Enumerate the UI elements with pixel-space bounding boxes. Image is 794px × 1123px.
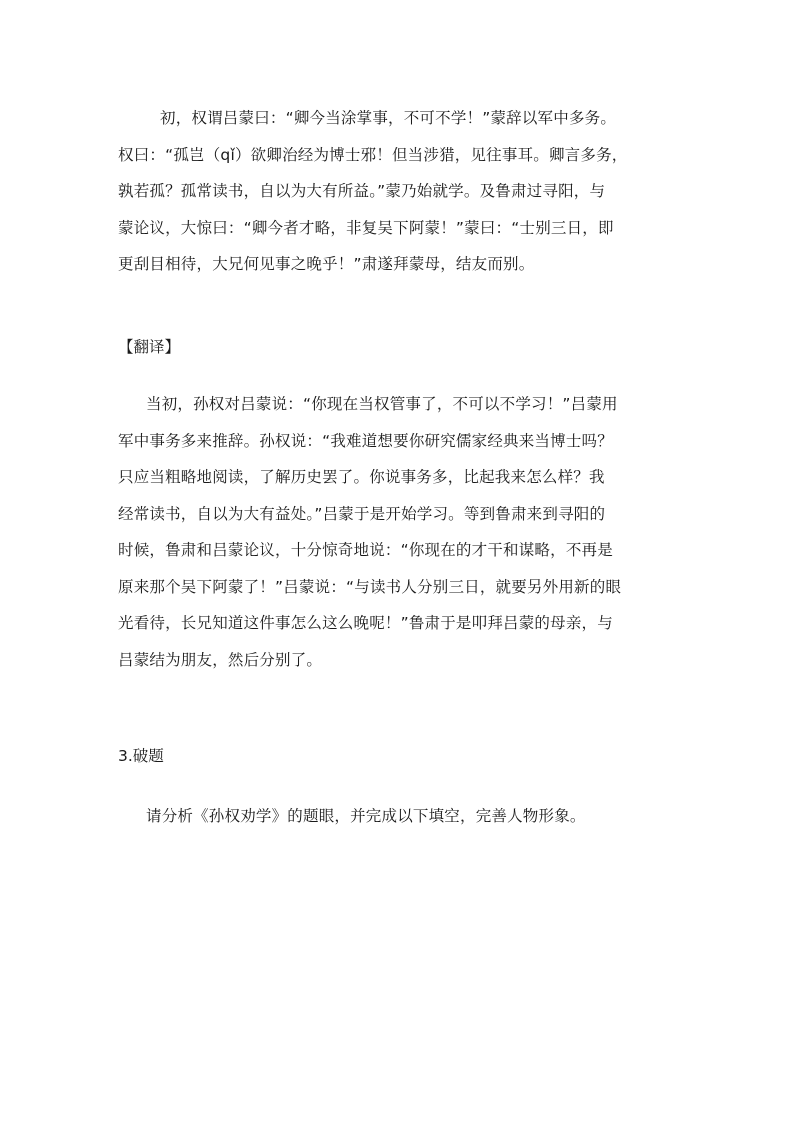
task-prompt: 请分析《孙权劝学》的题眼，并完成以下填空，完善人物形象。 (146, 807, 586, 825)
original-text-line: 权曰：“孤岂（qǐ）欲卿治经为博士邪！但当涉猎，见往事耳。卿言多务， (118, 145, 628, 164)
translation-line: 军中事务多来推辞。孙权说：“我难道想要你研究儒家经典来当博士吗？ (118, 431, 613, 450)
translation-paragraph (118, 386, 678, 678)
translation-line: 光看待，长兄知道这件事怎么这么晚呢！”鲁肃于是叩拜吕蒙的母亲，与 (118, 614, 613, 632)
translation-line: 只应当粗略地阅读，了解历史罢了。你说事务多，比起我来怎么样？我 (118, 468, 605, 486)
translation-heading: 【翻译】 (118, 338, 181, 356)
translation-line: 经常读书，自以为大有益处。”吕蒙于是开始学习。等到鲁肃来到寻阳的 (118, 504, 606, 523)
original-text-line: 孰若孤？孤常读书，自以为大有所益。”蒙乃始就学。及鲁肃过寻阳，与 (118, 182, 606, 200)
translation-line: 当初，孙权对吕蒙说：“你现在当权管事了，不可以不学习！”吕蒙用 (146, 395, 618, 413)
task-heading: 3.破题 (118, 747, 164, 765)
task-paragraph (118, 798, 678, 835)
translation-line: 原来那个吴下阿蒙了！”吕蒙说：“与读书人分别三日，就要另外用新的眼 (118, 577, 622, 596)
translation-line: 时候，鲁肃和吕蒙论议，十分惊奇地说：“你现在的才干和谋略，不再是 (118, 541, 613, 559)
original-text-line: 初，权谓吕蒙曰：“卿今当涂掌事，不可不学！”蒙辞以军中多务。 (160, 109, 617, 127)
original-text-paragraph (118, 100, 678, 283)
original-text-line: 更刮目相待，大兄何见事之晚乎！”肃遂拜蒙母，结友而别。 (118, 255, 535, 273)
translation-line: 吕蒙结为朋友，然后分别了。 (118, 650, 323, 669)
original-text-line: 蒙论议，大惊曰：“卿今者才略，非复吴下阿蒙！”蒙曰：“士别三日，即 (118, 218, 614, 237)
